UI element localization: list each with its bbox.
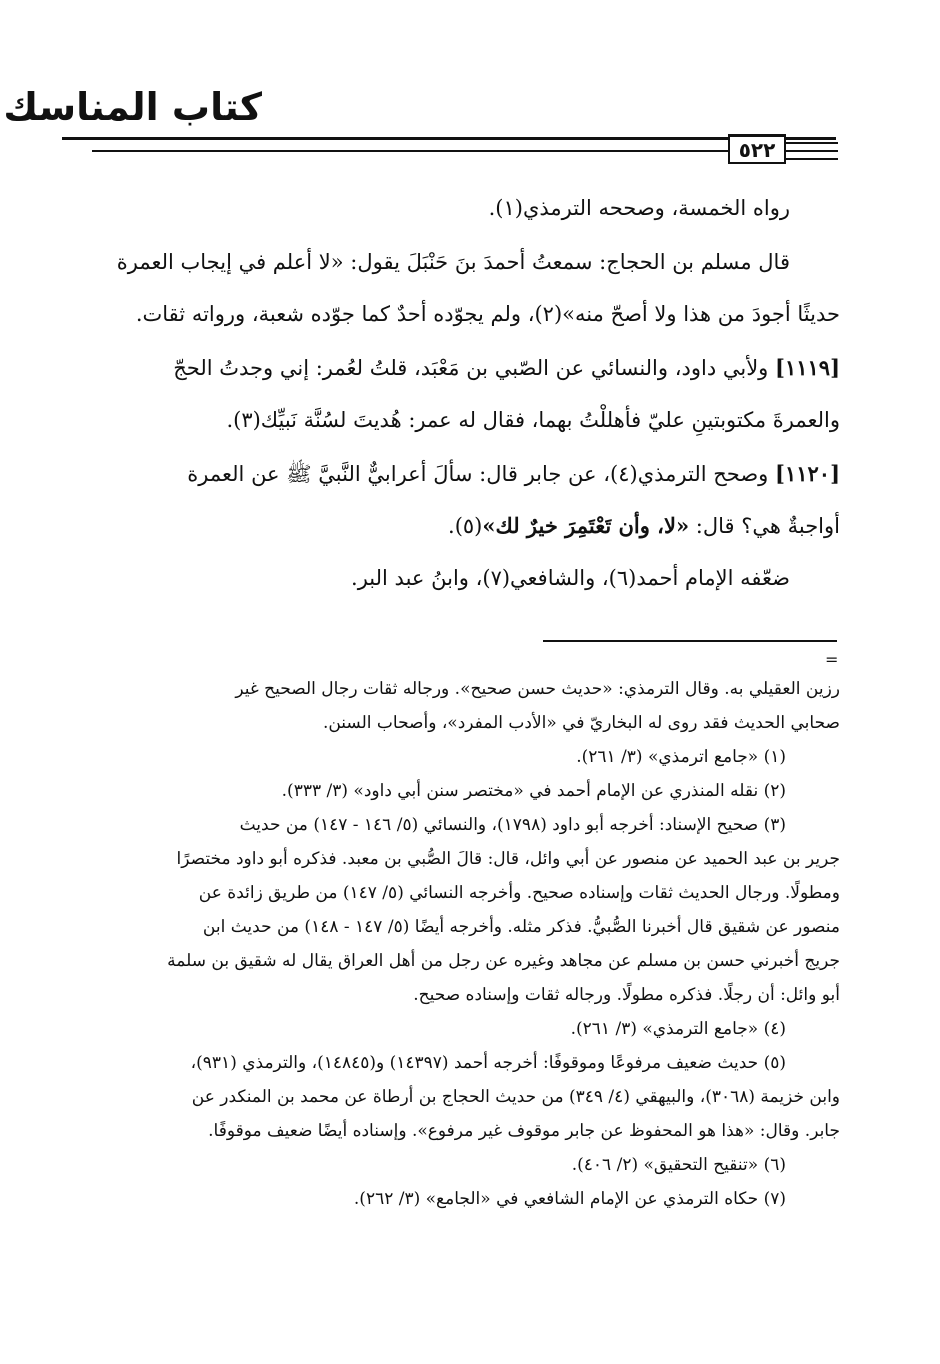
footnote-line: وابن خزيمة (٣٠٦٨)، والبيهقي (٤/ ٣٤٩) من حديث الحجاج بن أرطاة عن محمد بن المنكدر عن — [191, 1087, 840, 1107]
footnote-line: جرير بن عبد الحميد عن منصور عن أبي وائل، قال: قالَ الصُّبي بن معبد. فذكره أبو داود مختصرًا — [176, 849, 840, 869]
footnote-line: صحابي الحديث فقد روى له البخاريّ في «الأدب المفرد»، وأصحاب السنن. — [322, 713, 840, 733]
text-line: رواه الخمسة، وصححه الترمذي(١). — [488, 196, 790, 220]
footnote-4: (٤) «جامع الترمذي» (٣/ ٢٦١). — [570, 1019, 786, 1039]
footnotes — [70, 672, 840, 1216]
header-rule — [62, 137, 836, 140]
footnote-line: رزين العقيلي به. وقال الترمذي: «حديث حسن صحيح». ورجاله ثقات رجال الصحيح غير — [235, 679, 840, 699]
text-line: حديثًا أجودَ من هذا ولا أصحّ منه»(٢)، ولم يجوّده أحدٌ كما جوّده شعبة، ورواته ثقات. — [135, 302, 840, 326]
footnote-7: (٧) حكاه الترمذي عن الإمام الشافعي في «الجامع» (٣/ ٢٦٢). — [353, 1189, 786, 1209]
footnote-separator — [543, 640, 837, 642]
prophet-quote: «لا، وأن تَعْتَمِرَ خيرٌ لك» — [482, 513, 690, 538]
text-line: وصحح الترمذي(٤)، عن جابر قال: سألَ أعرابيٌّ النَّبيَّ ﷺ عن العمرة — [187, 462, 775, 486]
footnote-line: ومطولًا. ورجال الحديث ثقات وإسناده صحيح. وأخرجه النسائي (٥/ ١٤٧) من طريق زائدة عن — [198, 883, 840, 903]
book-title: كتاب المناسك — [3, 85, 262, 129]
header-ornament-line — [786, 158, 838, 160]
text-line: أواجبةٌ هي؟ قال: — [689, 514, 840, 538]
page-number: ٥٢٢ — [728, 134, 786, 164]
footnote-3: (٣) صحيح الإسناد: أخرجه أبو داود (١٧٩٨)، والنسائي (٥/ ١٤٦ - ١٤٧) من حديث — [239, 815, 786, 835]
footnote-line: جريج أخبرني حسن بن مسلم عن مجاهد وغيره عن رجل من أهل العراق يقال له شقيق بن سلمة — [167, 951, 840, 971]
footnote-continuation-mark: = — [825, 650, 839, 669]
footnote-ref: (٥). — [448, 514, 483, 538]
footnote-6: (٦) «تنقيح التحقيق» (٢/ ٤٠٦). — [571, 1155, 786, 1175]
footnote-1: (١) «جامع اترمذي» (٣/ ٢٦١). — [576, 747, 786, 767]
text-line: والعمرةَ مكتوبتينِ عليّ فأهللْتُ بهما، فقال له عمر: هُديتَ لسُنَّة نَبيِّك(٣). — [226, 408, 840, 432]
hadith-1119 — [70, 342, 840, 446]
paragraph-weakening — [70, 552, 840, 604]
hadith-number: [١١١٩] — [775, 355, 840, 380]
hadith-1120 — [70, 448, 840, 552]
paragraph-narration — [70, 182, 840, 234]
text-line: قال مسلم بن الحجاج: سمعتُ أحمدَ بنَ حَنْبَلَ يقول: «لا أعلم في إيجاب العمرة — [116, 250, 790, 274]
footnote-line: منصور عن شقيق قال أخبرنا الصُّبيُّ. فذكر مثله. وأخرجه أيضًا (٥/ ١٤٧ - ١٤٨) من حديث ابن — [202, 917, 840, 937]
footnote-5: (٥) حديث ضعيف مرفوعًا وموقوفًا: أخرجه أحمد (١٤٣٩٧) و(١٤٨٤٥)، والترمذي (٩٣١)، — [190, 1053, 786, 1073]
footnote-2: (٢) نقله المنذري عن الإمام أحمد في «مختصر سنن أبي داود» (٣/ ٣٣٣). — [281, 781, 786, 801]
header-rule-secondary — [92, 150, 786, 152]
hadith-number: [١١٢٠] — [775, 461, 840, 486]
footnote-line: جابر. وقال: «هذا هو المحفوظ عن جابر موقوف غير مرفوع». وإسناده أيضًا ضعيف موقوفًا. — [208, 1121, 840, 1141]
header-ornament-line — [786, 150, 838, 152]
text-line: ولأبي داود، والنسائي عن الصّبي بن مَعْبَد، قلتُ لعُمر: إني وجدتُ الحجّ — [173, 356, 775, 380]
text-line: ضعّفه الإمام أحمد(٦)، والشافعي(٧)، وابنُ عبد البر. — [351, 566, 790, 590]
footnote-line: أبو وائل: أن رجلًا. فذكره مطولًا. ورجاله ثقات وإسناده صحيح. — [413, 985, 840, 1005]
header-ornament-line — [786, 142, 838, 144]
paragraph-muslim-quote — [70, 236, 840, 340]
